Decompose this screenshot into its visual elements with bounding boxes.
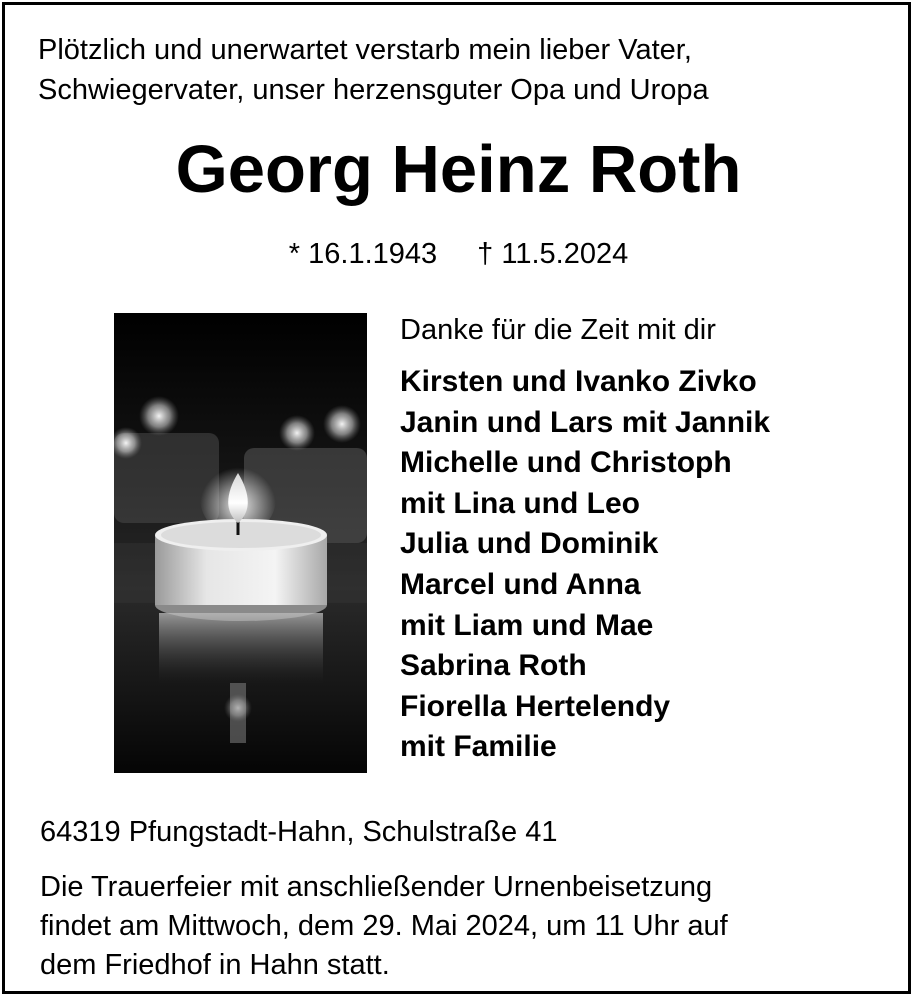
mourner-entry: Michelle und Christoph xyxy=(400,446,732,480)
thanks-line: Danke für die Zeit mit dir xyxy=(400,314,716,346)
mourner-entry: Kirsten und Ivanko Zivko xyxy=(400,365,757,398)
candle-icon xyxy=(114,313,367,773)
mourner-entry: Fiorella Hertelendy xyxy=(400,689,671,723)
mourners-list xyxy=(400,362,770,768)
intro-line-1: Plötzlich und unerwartet verstarb mein lieber Vater, xyxy=(38,34,692,66)
mourner-entry: mit Familie xyxy=(400,730,557,764)
birth-date: * 16.1.1943 xyxy=(288,238,438,270)
mourner-entry: Sabrina Roth xyxy=(400,649,587,683)
funeral-line-2: findet am Mittwoch, dem 29. Mai 2024, um 11 Uhr auf xyxy=(40,910,728,942)
funeral-line-3: dem Friedhof in Hahn statt. xyxy=(40,949,390,981)
mourner-entry: mit Lina und Leo xyxy=(400,486,640,520)
deceased-name: Georg Heinz Roth xyxy=(175,132,742,207)
family-address: 64319 Pfungstadt-Hahn, Schulstraße 41 xyxy=(40,816,558,848)
mourner-entry: Julia und Dominik xyxy=(400,527,659,561)
mourner-entry: Marcel und Anna xyxy=(400,567,641,601)
funeral-notice xyxy=(40,868,728,985)
life-dates xyxy=(0,234,917,274)
mourner-entry: mit Liam und Mae xyxy=(400,608,654,642)
mourner-entry: Janin und Lars mit Jannik xyxy=(400,405,771,439)
funeral-line-1: Die Trauerfeier mit anschließender Urnenbeisetzung xyxy=(40,871,713,903)
intro-line-2: Schwiegervater, unser herzensguter Opa und Uropa xyxy=(38,74,709,106)
candle-photo xyxy=(114,313,367,773)
intro-text xyxy=(38,30,878,110)
death-date: † 11.5.2024 xyxy=(477,238,629,270)
